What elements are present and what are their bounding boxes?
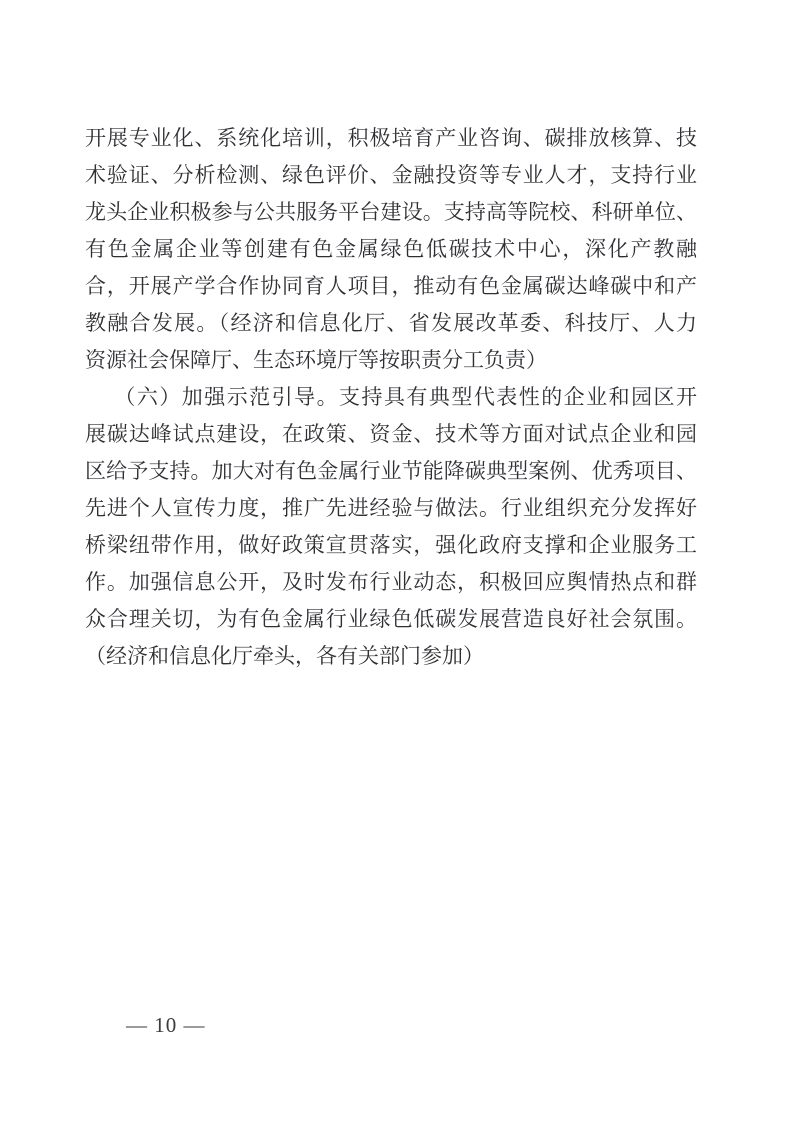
text-line: 先进个人宣传力度，推广先进经验与做法。行业组织充分发挥好: [85, 496, 697, 520]
text-line: 区给予支持。加大对有色金属行业节能降碳典型案例、优秀项目、: [85, 459, 697, 483]
page-number: — 10 —: [126, 1013, 206, 1037]
text-line: 众合理关切，为有色金属行业绿色低碳发展营造良好社会氛围。: [85, 607, 697, 631]
text-line: 教融合发展。（经济和信息化厅、省发展改革委、科技厅、人力: [85, 311, 697, 335]
text-line: 术验证、分析检测、绿色评价、金融投资等专业人才，支持行业: [85, 163, 697, 187]
text-line: 作。加强信息公开，及时发布行业动态，积极回应舆情热点和群: [85, 570, 697, 594]
text-line: 展碳达峰试点建设，在政策、资金、技术等方面对试点企业和园: [85, 422, 697, 446]
text-line-section-heading: （六）加强示范引导。支持具有典型代表性的企业和园区开: [114, 385, 697, 409]
text-line: （经济和信息化厅牵头，各有关部门参加）: [85, 644, 484, 668]
text-line: 有色金属企业等创建有色金属绿色低碳技术中心，深化产教融: [85, 237, 697, 261]
body-text: [85, 120, 697, 675]
text-line: 合，开展产学合作协同育人项目，推动有色金属碳达峰碳中和产: [85, 274, 697, 298]
text-line: 开展专业化、系统化培训，积极培育产业咨询、碳排放核算、技: [85, 126, 697, 150]
text-line: 桥梁纽带作用，做好政策宣贯落实，强化政府支撑和企业服务工: [85, 533, 697, 557]
text-line: 龙头企业积极参与公共服务平台建设。支持高等院校、科研单位、: [85, 200, 697, 224]
text-line: 资源社会保障厅、生态环境厅等按职责分工负责）: [85, 348, 547, 372]
